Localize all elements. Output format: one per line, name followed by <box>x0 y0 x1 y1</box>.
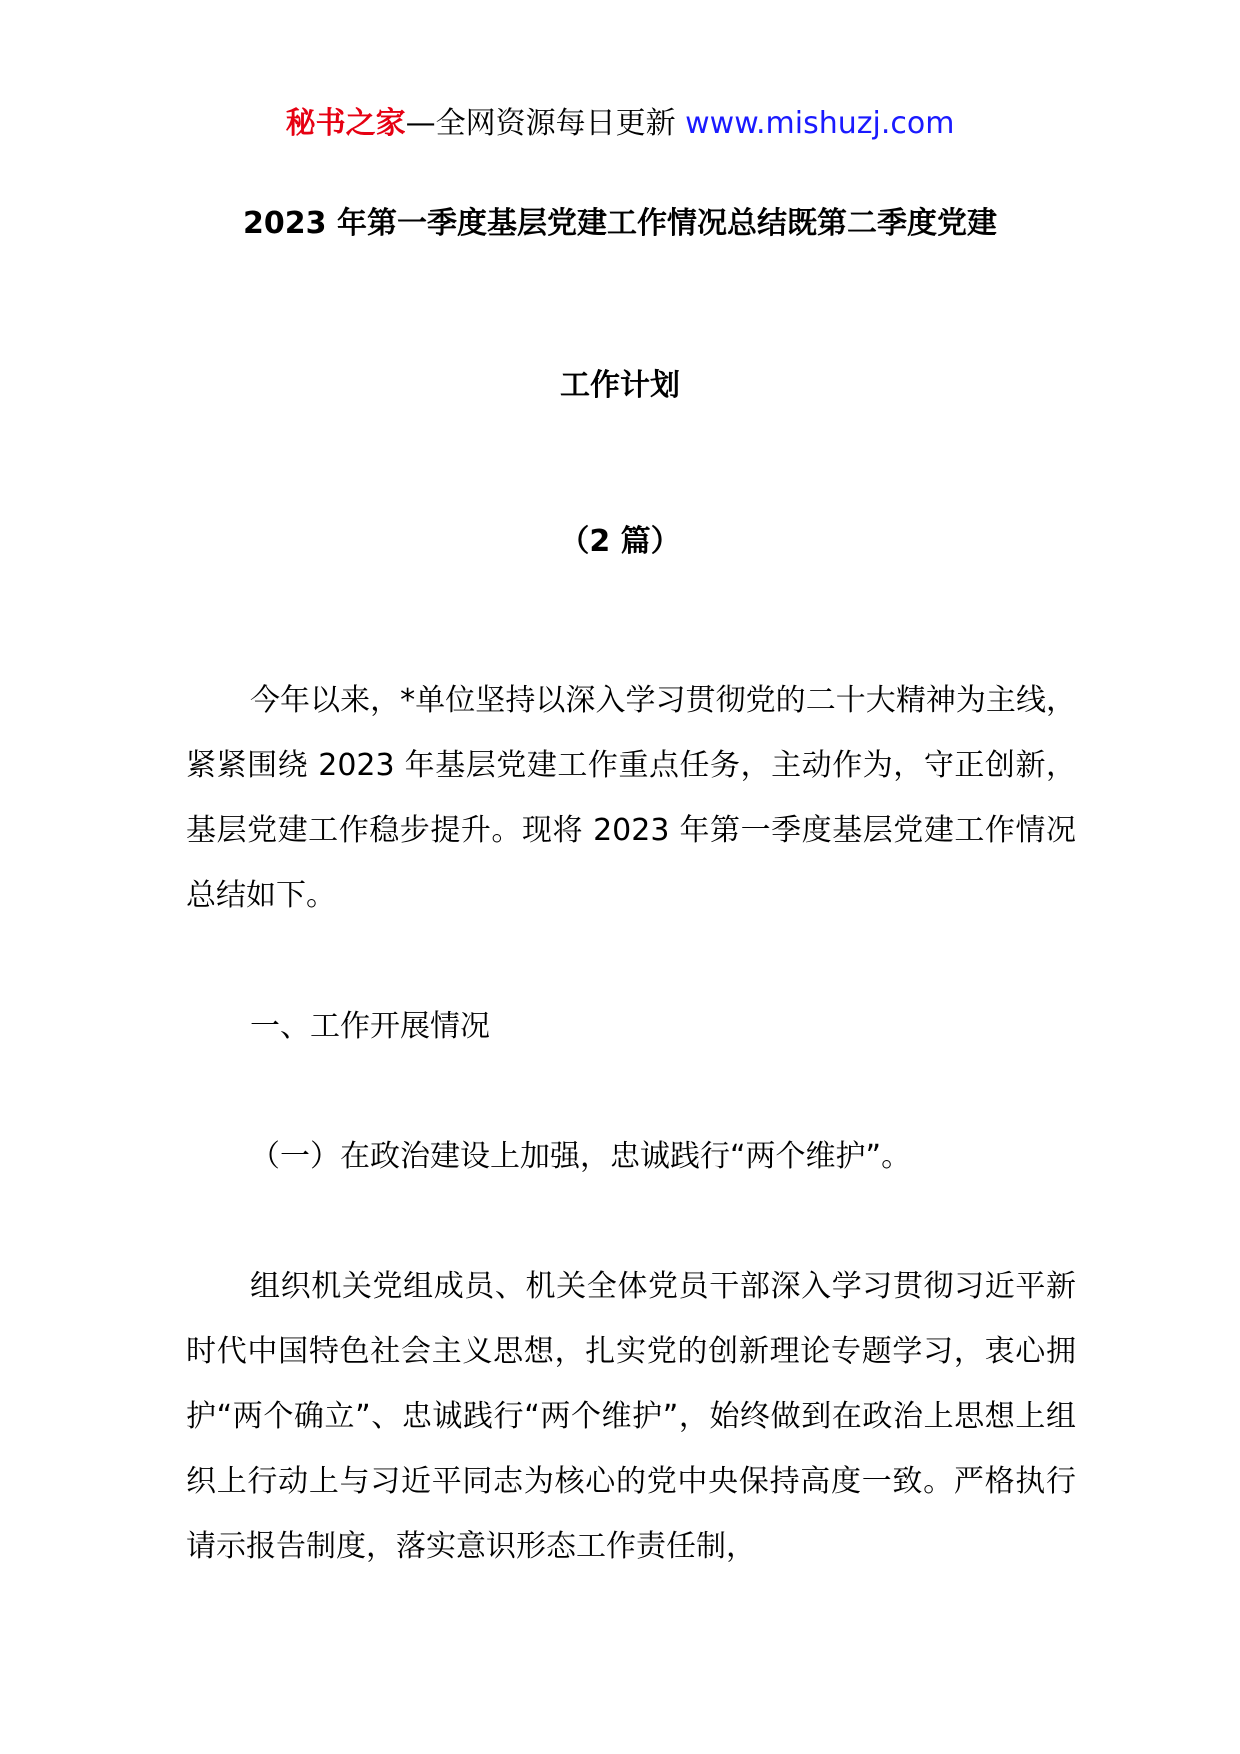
site-header <box>0 100 1240 148</box>
subsection-heading: （一）在政治建设上加强，忠诚践行“两个维护”。 <box>250 1139 912 1174</box>
body-paragraph: 组织机关党组成员、机关全体党员干部深入学习贯彻习近平新时代中国特色社会主义思想，扎实党的创新理论专题学习，衷心拥护“两个确立”、忠诚践行“两个维护”，始终做到在政治上思想上组织上行动上与习近平同志为核心的党中央保持高度一致。严格执行请示报告制度，落实意识形态工作责任制， <box>186 1269 1076 1564</box>
intro-paragraph: 今年以来，*单位坚持以深入学习贯彻党的二十大精神为主线，紧紧围绕 2023 年基层党建工作重点任务，主动作为，守正创新，基层党建工作稳步提升。现将 2023 年第一季度基层党建工作情况总结如下。 <box>186 683 1076 913</box>
site-url-link[interactable]: www.mishuzj.com <box>685 106 955 141</box>
document-title-line-1: 2023 年第一季度基层党建工作情况总结既第二季度党建 <box>243 206 997 241</box>
document-title-line-2: 工作计划 <box>560 368 680 403</box>
header-tagline: —全网资源每日更新 <box>405 106 686 141</box>
section-heading: 一、工作开展情况 <box>250 1009 490 1044</box>
document-subtitle: （2 篇） <box>559 524 681 559</box>
brand-name: 秘书之家 <box>285 106 406 141</box>
